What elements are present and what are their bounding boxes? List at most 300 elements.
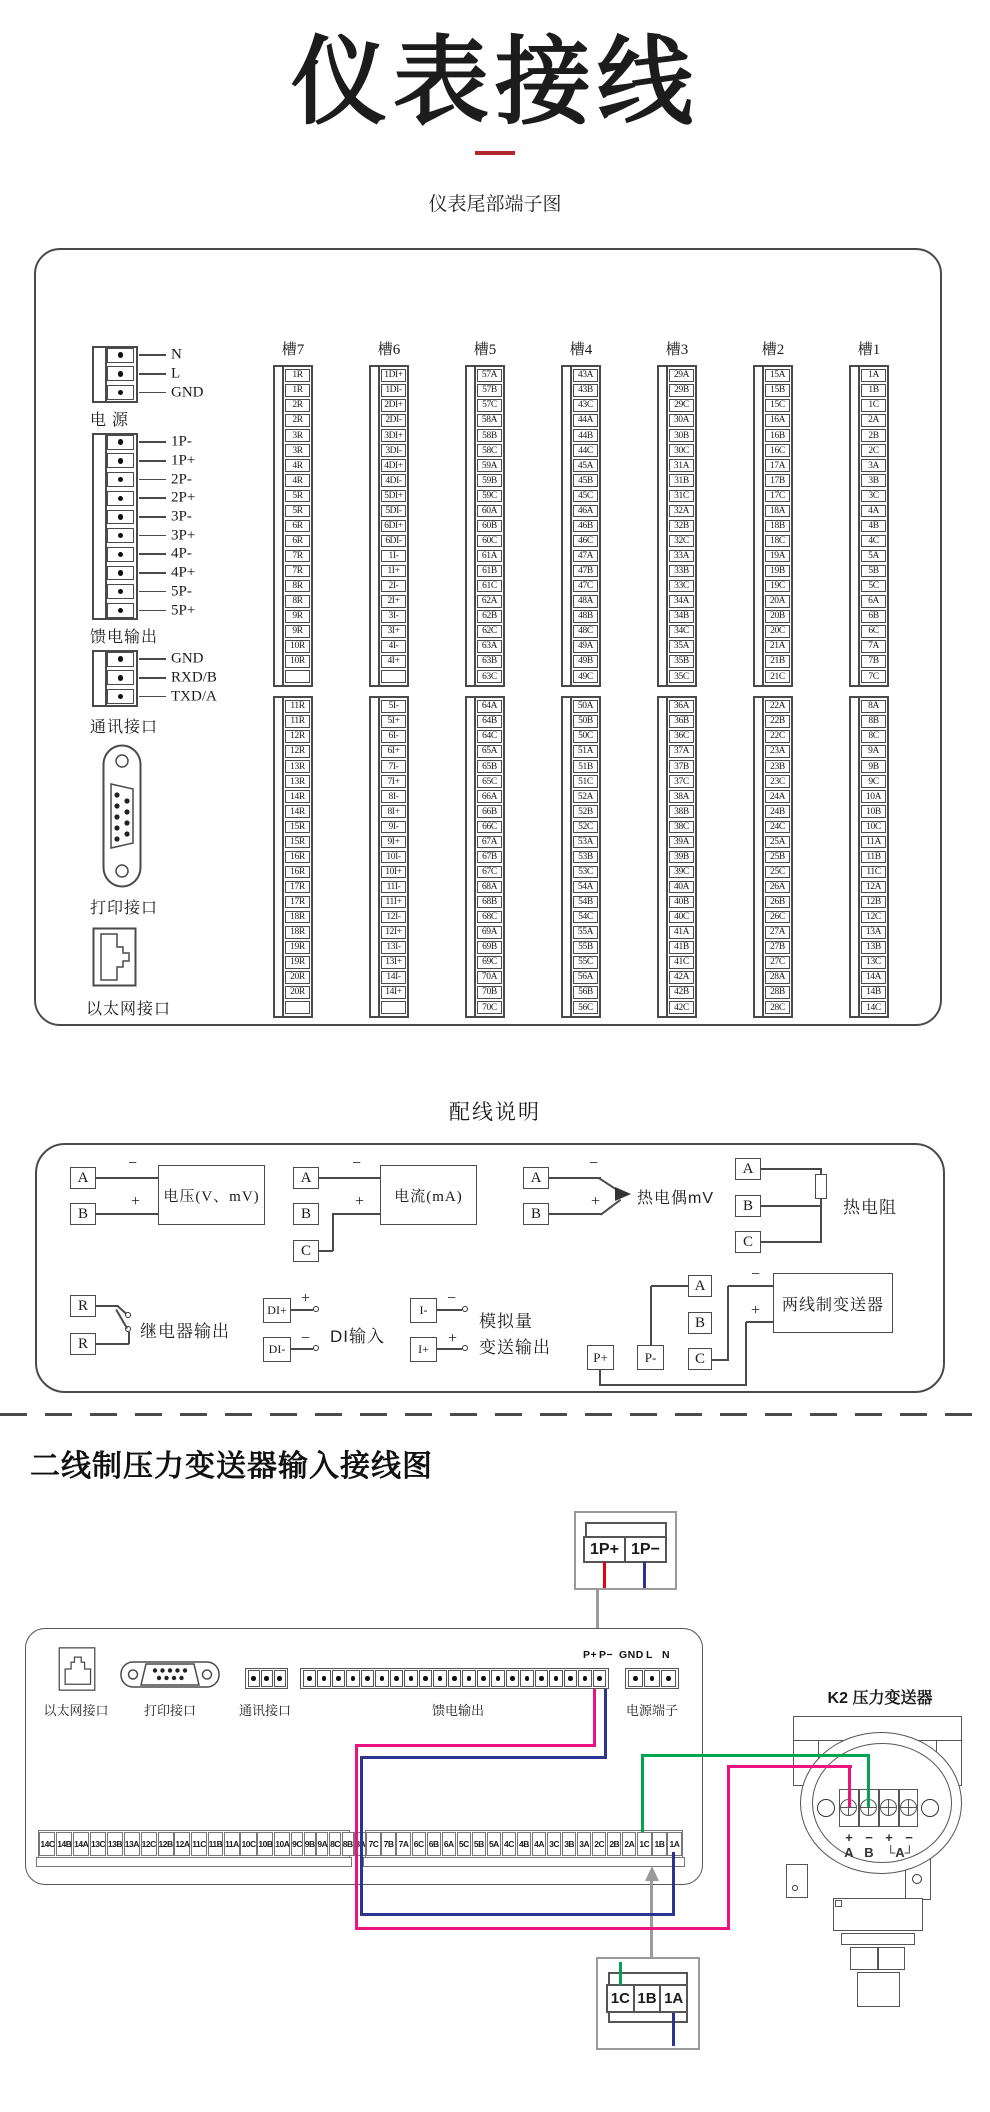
- terminal-cell: 68B: [477, 896, 502, 909]
- terminal-cell: 8A: [861, 700, 886, 713]
- wire-line: [651, 1285, 688, 1287]
- strip-terminal: [661, 1670, 677, 1687]
- terminal-cell: 5C: [861, 580, 886, 593]
- polarity-plus: +: [355, 1193, 365, 1210]
- terminal-cell: 42C: [669, 1001, 694, 1014]
- ao-label-line2: 变送输出: [479, 1338, 551, 1357]
- relay-contact: [125, 1312, 131, 1318]
- terminal-cell: 28B: [765, 986, 790, 999]
- terminal-cell: 45B: [573, 474, 598, 487]
- terminal-cell: 21C: [765, 670, 790, 683]
- screw-dot: [666, 1676, 671, 1681]
- wire-blue-stub: [672, 2013, 675, 2046]
- callout-terminal: 1C: [606, 1984, 635, 2013]
- terminal-cell: 31A: [669, 459, 694, 472]
- slot-column: [273, 338, 313, 1018]
- strip-terminal: [593, 1670, 607, 1687]
- terminal-cell: 63B: [477, 655, 502, 668]
- strip-terminal: [361, 1670, 375, 1687]
- terminal-cell: 48B: [573, 610, 598, 623]
- callout-cells: [585, 1536, 667, 1563]
- lead-line: [139, 392, 166, 394]
- terminal-cell: 49A: [573, 640, 598, 653]
- terminal-cell: 18R: [285, 911, 310, 924]
- io-terminal: 14B: [56, 1832, 72, 1856]
- terminal-label: 5P+: [171, 602, 196, 619]
- strip-terminal: [274, 1670, 286, 1687]
- strip-terminal: [491, 1670, 505, 1687]
- accent-divider: [475, 151, 515, 155]
- terminal-cell: 47C: [573, 580, 598, 593]
- terminal-cell: 51A: [573, 745, 598, 758]
- terminal-label: 4P-: [171, 545, 192, 562]
- screw-dot: [118, 477, 124, 483]
- terminal-cell: 14I-: [381, 971, 406, 984]
- io-terminal: 2C: [592, 1832, 606, 1856]
- terminal-cell: 13A: [861, 926, 886, 939]
- terminal-cell: 41B: [669, 941, 694, 954]
- terminal-cell: [285, 670, 310, 683]
- screw-dot: [510, 1676, 515, 1681]
- terminal-c: C: [293, 1240, 319, 1262]
- terminal-cell: 2R: [285, 399, 310, 412]
- terminal-cell: [381, 1001, 406, 1014]
- terminal-row: [92, 583, 262, 602]
- wire-line: [728, 1285, 773, 1287]
- terminal-cell: 39A: [669, 836, 694, 849]
- lead-line: [139, 553, 166, 555]
- terminal-cell: 5I-: [381, 700, 406, 713]
- terminal-cell: 55B: [573, 941, 598, 954]
- terminal-cell: 59A: [477, 459, 502, 472]
- terminal-cell: 61B: [477, 565, 502, 578]
- strip-terminal: [404, 1670, 418, 1687]
- terminal-row: [92, 346, 262, 365]
- terminal-cell: 7B: [861, 655, 886, 668]
- wire-line: [549, 1213, 601, 1215]
- slot-column: [561, 338, 601, 1018]
- io-terminal: 5C: [457, 1832, 471, 1856]
- screw-dot: [583, 1676, 588, 1681]
- wire-magenta: [727, 1765, 730, 1930]
- terminal-cell: 55C: [573, 956, 598, 969]
- terminal-cell: 53B: [573, 851, 598, 864]
- terminal-cell: 52B: [573, 805, 598, 818]
- terminal-cell: 45A: [573, 459, 598, 472]
- callout-cells: [608, 1984, 688, 2013]
- printer-caption: 打印接口: [143, 1703, 196, 1718]
- power-caption: 电源端子: [625, 1703, 678, 1718]
- slot-block-upper: [849, 365, 889, 687]
- terminal-cell: 5I+: [381, 715, 406, 728]
- terminal-cell: 11A: [861, 836, 886, 849]
- terminal-cell: 3I-: [381, 610, 406, 623]
- slot-block-lower: [849, 696, 889, 1018]
- terminal-cell: 48A: [573, 595, 598, 608]
- mount-hole: [921, 1799, 939, 1817]
- terminal-cell: 42A: [669, 971, 694, 984]
- terminal-cell: 13B: [861, 941, 886, 954]
- terminal-cell: 16B: [765, 429, 790, 442]
- terminal-cell: 10A: [861, 790, 886, 803]
- terminal-cell: 6B: [861, 610, 886, 623]
- io-terminal: 4A: [532, 1832, 546, 1856]
- terminal-cell: 3C: [861, 490, 886, 503]
- terminal-cell: 1B: [861, 384, 886, 397]
- terminal-cell: 34C: [669, 625, 694, 638]
- wire-line: [332, 1213, 380, 1215]
- screw-dot: [251, 1676, 256, 1681]
- terminal-cell: 10R: [285, 640, 310, 653]
- terminal-cell: 16C: [765, 444, 790, 457]
- terminal-cell: 70A: [477, 971, 502, 984]
- screw-dot: [118, 371, 124, 377]
- feed-caption: 馈电输出: [90, 629, 159, 646]
- wiring-title: 配线说明: [449, 1101, 541, 1124]
- terminal-cell: 8B: [861, 715, 886, 728]
- terminal-cell: 68A: [477, 881, 502, 894]
- terminal-cell: 10C: [861, 821, 886, 834]
- pminus-label: P−: [599, 1649, 614, 1661]
- terminal-cell: 54B: [573, 896, 598, 909]
- slot-header: 槽4: [569, 342, 593, 358]
- lead-line: [139, 441, 166, 443]
- terminal-letter: A: [844, 1845, 854, 1860]
- terminal-cell: 50B: [573, 715, 598, 728]
- terminal-cell: 60B: [477, 520, 502, 533]
- lead-line: [139, 479, 166, 481]
- terminal-screw: [107, 584, 134, 599]
- terminal-cell: 11I-: [381, 881, 406, 894]
- terminal-cell: 12I-: [381, 911, 406, 924]
- terminal-cell: 27C: [765, 956, 790, 969]
- terminal-cell: 62C: [477, 625, 502, 638]
- terminal-cell: 43C: [573, 399, 598, 412]
- terminal-cell: 46B: [573, 520, 598, 533]
- terminal-cell: 8R: [285, 595, 310, 608]
- screw-dot: [525, 1676, 530, 1681]
- terminal-cell: 17R: [285, 881, 310, 894]
- terminal-cell: 10R: [285, 655, 310, 668]
- io-strip-left: [38, 1830, 353, 1858]
- wire-line: [727, 1286, 729, 1360]
- wire-line: [319, 1177, 380, 1179]
- terminal-cell: 30B: [669, 429, 694, 442]
- terminal-cell: 36C: [669, 730, 694, 743]
- thermocouple-junction-icon: [615, 1187, 631, 1201]
- terminal-b: B: [523, 1203, 549, 1225]
- terminal-label: 2P+: [171, 489, 196, 506]
- io-terminal: 13C: [90, 1832, 106, 1856]
- comm-caption: 通讯接口: [90, 719, 159, 736]
- io-terminal: 3C: [547, 1832, 561, 1856]
- terminal-cell: 35B: [669, 655, 694, 668]
- screw-dot: [118, 675, 124, 681]
- wire-line: [291, 1348, 313, 1350]
- terminal-cell: 56B: [573, 986, 598, 999]
- screw-dot: [336, 1676, 341, 1681]
- terminal-cell: 7A: [861, 640, 886, 653]
- polarity-minus: −: [447, 1290, 457, 1307]
- screw-dot: [118, 496, 124, 502]
- terminal-cell: 23A: [765, 745, 790, 758]
- io-terminal: 3A: [577, 1832, 591, 1856]
- terminal-cell: 6A: [861, 595, 886, 608]
- strip-terminal: [433, 1670, 447, 1687]
- terminal-cell: 49C: [573, 670, 598, 683]
- page-title: 仪表接线: [291, 29, 699, 136]
- terminal-cell: 10I-: [381, 851, 406, 864]
- screw-dot: [118, 570, 124, 576]
- terminal-cell: [381, 670, 406, 683]
- io-terminal: 5B: [472, 1832, 486, 1856]
- terminal-cell: 10B: [861, 805, 886, 818]
- io-terminal: 14C: [39, 1832, 55, 1856]
- terminal-a: A: [293, 1167, 319, 1189]
- wire-red-1pplus: [603, 1562, 606, 1588]
- terminal-cell: 29A: [669, 369, 694, 382]
- terminal-label: 1P-: [171, 433, 192, 450]
- wire-line: [650, 1286, 652, 1345]
- terminal-cell: 2DI-: [381, 414, 406, 427]
- terminal-cell: 69C: [477, 956, 502, 969]
- strip-terminal: [332, 1670, 346, 1687]
- terminal-cell: 14R: [285, 790, 310, 803]
- terminal-cell: 43B: [573, 384, 598, 397]
- terminal-cell: 58B: [477, 429, 502, 442]
- slot-block-upper: [273, 365, 313, 687]
- terminal-cell: 24C: [765, 821, 790, 834]
- terminal-di-minus: DI-: [263, 1337, 291, 1362]
- terminal-cell: 2I-: [381, 580, 406, 593]
- terminal-cell: 58A: [477, 414, 502, 427]
- slot-rail: [371, 367, 380, 685]
- terminal-cell: 42B: [669, 986, 694, 999]
- terminal-cell: 10I+: [381, 866, 406, 879]
- wire-magenta: [848, 1765, 851, 1807]
- transmitter-thread-stem: [857, 1972, 900, 2007]
- terminal-cell: 44A: [573, 414, 598, 427]
- terminal-cell: 54C: [573, 911, 598, 924]
- terminal-cell: 40B: [669, 896, 694, 909]
- slot-header: 槽3: [665, 342, 689, 358]
- comm-terminal-strip: [245, 1668, 288, 1689]
- screw-dot: [568, 1676, 573, 1681]
- terminal-label: 3P+: [171, 527, 196, 544]
- terminal-cell: 30C: [669, 444, 694, 457]
- ao-label-line1: 模拟量: [479, 1312, 533, 1331]
- terminal-cell: 13R: [285, 760, 310, 773]
- printer-caption: 打印接口: [90, 900, 159, 917]
- terminal-cell: 29B: [669, 384, 694, 397]
- open-terminal: [313, 1345, 319, 1351]
- feed-terminal-strip: [300, 1668, 609, 1689]
- slot-block-lower: [465, 696, 505, 1018]
- terminal-cell: 38B: [669, 805, 694, 818]
- terminal-cell: 46A: [573, 505, 598, 518]
- screw-dot: [118, 552, 124, 558]
- open-terminal: [462, 1345, 468, 1351]
- terminal-screw: [107, 528, 134, 543]
- terminal-b: B: [735, 1195, 761, 1217]
- screw-dot: [409, 1676, 414, 1681]
- terminal-cell: 14R: [285, 805, 310, 818]
- terminal-cell: 9A: [861, 745, 886, 758]
- terminal-cell: 5B: [861, 565, 886, 578]
- io-terminal: 4B: [517, 1832, 531, 1856]
- terminal-cell: 13R: [285, 775, 310, 788]
- terminal-cell: 64A: [477, 700, 502, 713]
- terminal-screw: [107, 435, 134, 450]
- terminal-cell: 25B: [765, 851, 790, 864]
- terminal-cell: 69B: [477, 941, 502, 954]
- slot-rail: [755, 367, 764, 685]
- io-terminal: 10B: [257, 1832, 273, 1856]
- polarity-plus: +: [301, 1290, 311, 1307]
- wire-line: [291, 1309, 313, 1311]
- lead-line: [139, 677, 166, 679]
- terminal-cell: 39C: [669, 866, 694, 879]
- strip-terminal: [346, 1670, 360, 1687]
- terminal-cell: 67C: [477, 866, 502, 879]
- io-terminal: 5A: [487, 1832, 501, 1856]
- terminal-cell: 7I+: [381, 775, 406, 788]
- terminal-cell: 18A: [765, 505, 790, 518]
- terminal-cell: 53C: [573, 866, 598, 879]
- strip-terminal: [248, 1670, 260, 1687]
- io-terminal: 10A: [274, 1832, 290, 1856]
- io-terminal: 8B: [342, 1832, 354, 1856]
- terminal-cell: 48C: [573, 625, 598, 638]
- polarity-sign: −: [865, 1830, 873, 1845]
- ear-hole: [792, 1885, 798, 1891]
- transmitter-neck: [833, 1898, 923, 1931]
- io-terminal: 1A: [667, 1832, 681, 1856]
- terminal-cell: 37A: [669, 745, 694, 758]
- lead-line: [139, 354, 166, 356]
- wire-line: [820, 1199, 822, 1243]
- io-terminal: 6C: [412, 1832, 426, 1856]
- terminal-cell: 36B: [669, 715, 694, 728]
- terminal-cell: 6DI+: [381, 520, 406, 533]
- gnd-label: GND: [619, 1649, 644, 1661]
- terminal-cell: 22A: [765, 700, 790, 713]
- slot-block-lower: [369, 696, 409, 1018]
- slot-column: [753, 338, 793, 1018]
- terminal-cell: 9I+: [381, 836, 406, 849]
- terminal-cell: 29C: [669, 399, 694, 412]
- screw-dot: [277, 1676, 282, 1681]
- terminal-row: [92, 489, 262, 508]
- terminal-screw: [880, 1799, 897, 1816]
- io-terminal: 8C: [329, 1832, 341, 1856]
- strip-terminal: [303, 1670, 317, 1687]
- lead-line: [139, 610, 166, 612]
- terminal-cell: 1A: [861, 369, 886, 382]
- terminal-cell: 6R: [285, 535, 310, 548]
- terminal-cell: 2A: [861, 414, 886, 427]
- terminal-cell: 1R: [285, 369, 310, 382]
- wire-line: [437, 1348, 462, 1350]
- io-terminal: 12C: [141, 1832, 157, 1856]
- terminal-cell: 65A: [477, 745, 502, 758]
- terminal-cell: 24B: [765, 805, 790, 818]
- terminal-cell: 27B: [765, 941, 790, 954]
- slot-block-upper: [657, 365, 697, 687]
- neck-detail: [835, 1900, 842, 1907]
- terminal-screw: [900, 1799, 917, 1816]
- terminal-cell: 47B: [573, 565, 598, 578]
- terminal-cell: 1C: [861, 399, 886, 412]
- terminal-label: 3P-: [171, 508, 192, 525]
- rtd-resistor-icon: [815, 1174, 827, 1199]
- relay-label: 继电器输出: [140, 1322, 230, 1341]
- wire-magenta: [355, 1927, 730, 1930]
- terminal-screw: [107, 453, 134, 468]
- strip-terminal: [462, 1670, 476, 1687]
- terminal-cell: 3R: [285, 444, 310, 457]
- slot-rail: [563, 698, 572, 1016]
- terminal-cell: 67A: [477, 836, 502, 849]
- tx2-box: 两线制变送器: [773, 1273, 893, 1333]
- terminal-cell: 7C: [861, 670, 886, 683]
- terminal-cell: 65C: [477, 775, 502, 788]
- strip-terminal: [419, 1670, 433, 1687]
- io-terminal: 9A: [316, 1832, 328, 1856]
- terminal-r: R: [70, 1333, 96, 1355]
- slot-block-lower: [657, 696, 697, 1018]
- terminal-cell: 64B: [477, 715, 502, 728]
- terminal-cell: 14A: [861, 971, 886, 984]
- terminal-cell: 1DI+: [381, 369, 406, 382]
- wire-line: [96, 1213, 158, 1215]
- io-terminal: 3B: [562, 1832, 576, 1856]
- rtd-label: 热电阻: [843, 1198, 897, 1217]
- terminal-cell: 3I+: [381, 625, 406, 638]
- terminal-cell: 4B: [861, 520, 886, 533]
- terminal-cell: 51B: [573, 760, 598, 773]
- terminal-cell: 6I-: [381, 730, 406, 743]
- terminal-cell: 20R: [285, 986, 310, 999]
- io-terminal: 1C: [637, 1832, 651, 1856]
- strip-terminal: [564, 1670, 578, 1687]
- mount-hole: [817, 1799, 835, 1817]
- strip-terminal: [477, 1670, 491, 1687]
- terminal-cell: 61C: [477, 580, 502, 593]
- lead-line: [139, 696, 166, 698]
- terminal-cell: 36A: [669, 700, 694, 713]
- screw-dot: [554, 1676, 559, 1681]
- comm-caption: 通讯接口: [238, 1703, 291, 1718]
- wire-line: [128, 1332, 130, 1344]
- wire-blue: [360, 1756, 363, 1916]
- terminal-cell: 8I-: [381, 790, 406, 803]
- terminal-cell: 4C: [861, 535, 886, 548]
- terminal-cell: 12R: [285, 730, 310, 743]
- terminal-cell: 1DI-: [381, 384, 406, 397]
- terminal-cell: 11R: [285, 715, 310, 728]
- wire-green-stub: [619, 1962, 622, 1985]
- terminal-cell: 5DI+: [381, 490, 406, 503]
- terminal-p-plus: P+: [587, 1345, 614, 1370]
- bottom-section-title: 二线制压力变送器输入接线图: [30, 1450, 433, 1483]
- terminal-cell: 2B: [861, 429, 886, 442]
- terminal-cell: 23C: [765, 775, 790, 788]
- terminal-i-plus: I+: [410, 1337, 437, 1362]
- terminal-cell: 47A: [573, 550, 598, 563]
- terminal-label: L: [171, 365, 181, 382]
- io-terminal: 9B: [304, 1832, 316, 1856]
